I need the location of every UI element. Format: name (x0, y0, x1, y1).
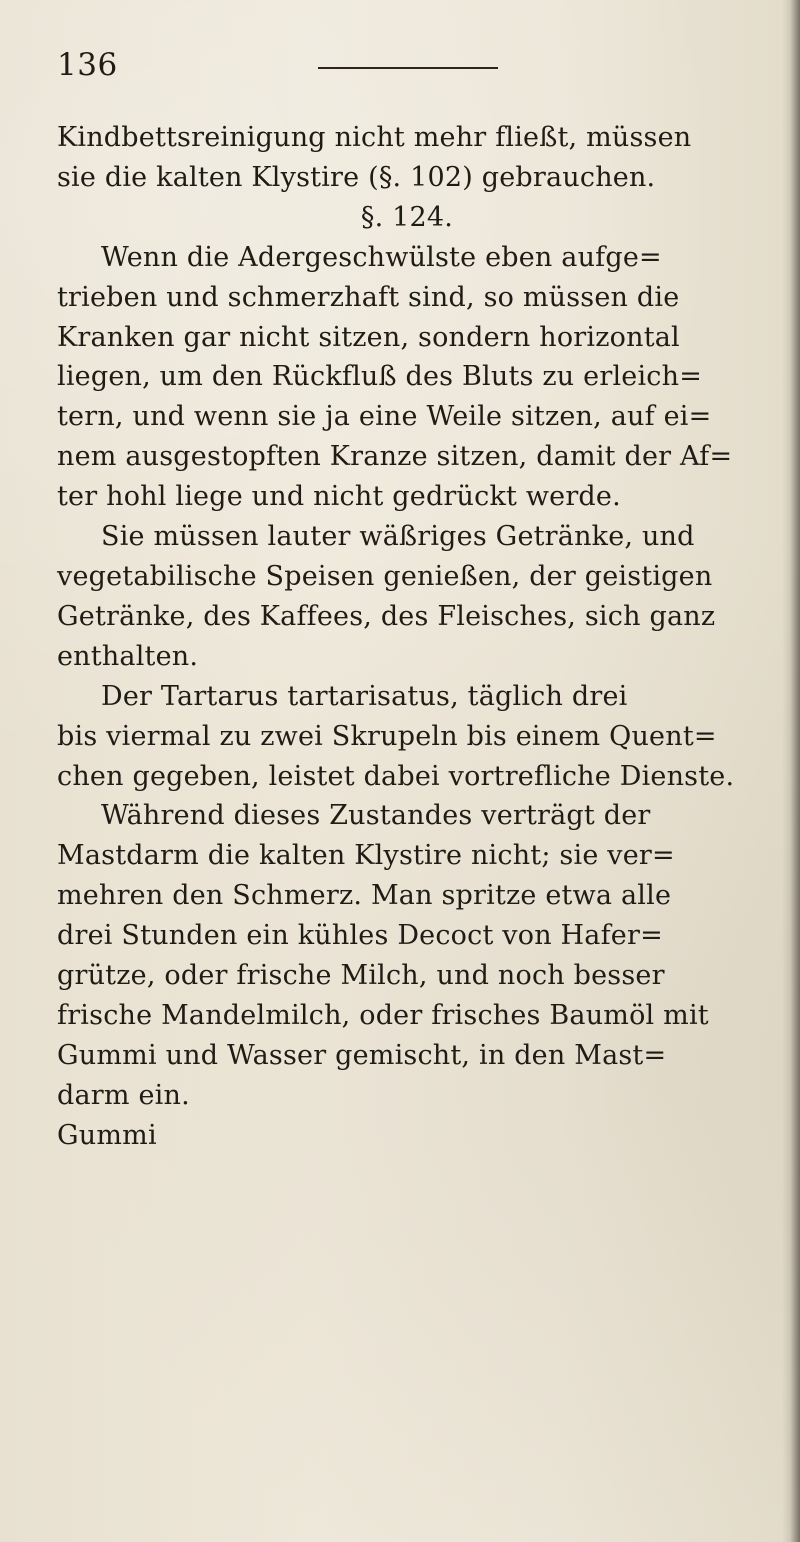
text-line-8: tern, und wenn sie ja eine Weile sitzen, auf ei= (57, 401, 712, 433)
text-line-5: trieben und schmerzhaft sind, so müssen die (57, 281, 680, 313)
text-line-6: Kranken gar nicht sitzen, sondern horizontal (57, 321, 680, 353)
text-line-23: frische Mandelmilch, oder frisches Baumöl mit (57, 999, 709, 1031)
text-line-7: liegen, um den Rückfluß des Bluts zu erleich= (57, 361, 703, 393)
catchword: Gummi (57, 1119, 157, 1151)
text-line-2: sie die kalten Klystire (§. 102) gebrauchen. (57, 161, 656, 193)
text-line-22: grütze, oder frische Milch, und noch besser (57, 960, 665, 992)
text-line-18: Während dieses Zustandes verträgt der (101, 800, 651, 832)
header-rule (318, 67, 498, 69)
page-edge-shadow (782, 0, 800, 1542)
text-line-16: bis viermal zu zwei Skrupeln bis einem Quent= (57, 720, 717, 752)
text-line-4: Wenn die Adergeschwülste eben aufge= (101, 241, 662, 273)
text-line-9: nem ausgestopften Kranze sitzen, damit der Af= (57, 441, 733, 473)
text-line-21: drei Stunden ein kühles Decoct von Hafer= (57, 920, 663, 952)
text-line-14: enthalten. (57, 640, 199, 672)
main-text (57, 118, 757, 1156)
text-line-20: mehren den Schmerz. Man spritze etwa alle (57, 880, 672, 912)
text-line-1: Kindbettsreinigung nicht mehr fließt, müssen (57, 122, 692, 153)
text-line-13: Getränke, des Kaffees, des Fleisches, sich ganz (57, 600, 716, 632)
catchword-row (57, 1116, 757, 1156)
text-line-24: Gummi und Wasser gemischt, in den Mast= (57, 1039, 667, 1071)
section-heading: §. 124. (360, 201, 454, 233)
text-line-11: Sie müssen lauter wäßriges Getränke, und (101, 521, 695, 553)
text-line-10: ter hohl liege und nicht gedrückt werde. (57, 481, 621, 513)
text-line-17: chen gegeben, leistet dabei vortrefliche Dienste. (57, 760, 735, 792)
text-line-19: Mastdarm die kalten Klystire nicht; sie ver= (57, 840, 675, 872)
text-line-15: Der Tartarus tartarisatus, täglich drei (101, 680, 628, 712)
text-line-25: darm ein. (57, 1079, 190, 1111)
page-number: 136 (57, 47, 118, 83)
text-line-12: vegetabilische Speisen genießen, der geistigen (57, 560, 713, 592)
